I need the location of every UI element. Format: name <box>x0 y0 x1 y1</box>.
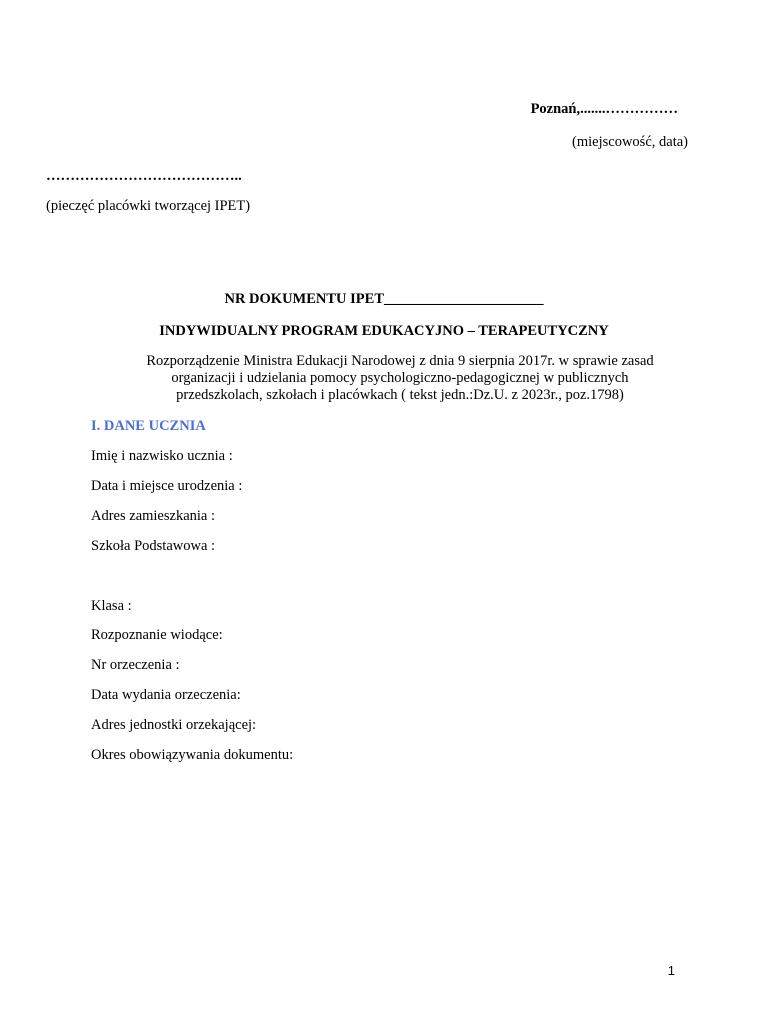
field-validity-period: Okres obowiązywania dokumentu: <box>91 747 294 763</box>
document-number <box>0 290 768 308</box>
field-birth-date-place: Data i miejsce urodzenia : <box>91 478 243 494</box>
section-heading-student-data: I. DANE UCZNIA <box>91 418 206 434</box>
place-date-caption: (miejscowość, data) <box>572 134 688 150</box>
regulation-line: przedszkolach, szkołach i placówkach ( tekst jedn.:Dz.U. z 2023r., poz.1798) <box>176 387 624 403</box>
page-number: 1 <box>667 963 675 978</box>
program-title: INDYWIDUALNY PROGRAM EDUKACYJNO – TERAPEUTYCZNY <box>159 323 609 339</box>
field-ruling-number: Nr orzeczenia : <box>91 657 180 673</box>
regulation-line: Rozporządzenie Ministra Edukacji Narodowej z dnia 9 sierpnia 2017r. w sprawie zasad <box>146 353 654 369</box>
field-diagnosis: Rozpoznanie wiodące: <box>91 627 223 643</box>
field-student-name: Imię i nazwisko ucznia : <box>91 448 233 464</box>
field-class: Klasa : <box>91 598 132 614</box>
field-school: Szkoła Podstawowa : <box>91 538 216 554</box>
field-ruling-date: Data wydania orzeczenia: <box>91 687 241 703</box>
stamp-caption: (pieczęć placówki tworzącej IPET) <box>46 198 251 214</box>
regulation-line: organizacji i udzielania pomocy psychologiczno-pedagogicznej w publicznych <box>171 370 629 386</box>
place-date: Poznań,.......…………… <box>530 101 678 117</box>
field-ruling-unit-address: Adres jednostki orzekającej: <box>91 717 257 733</box>
document-number-text: NR DOKUMENTU IPET______________________ <box>224 291 544 307</box>
field-address: Adres zamieszkania : <box>91 508 216 524</box>
stamp-placeholder: ………………………………….. <box>46 168 242 184</box>
regulation-reference <box>110 353 690 404</box>
